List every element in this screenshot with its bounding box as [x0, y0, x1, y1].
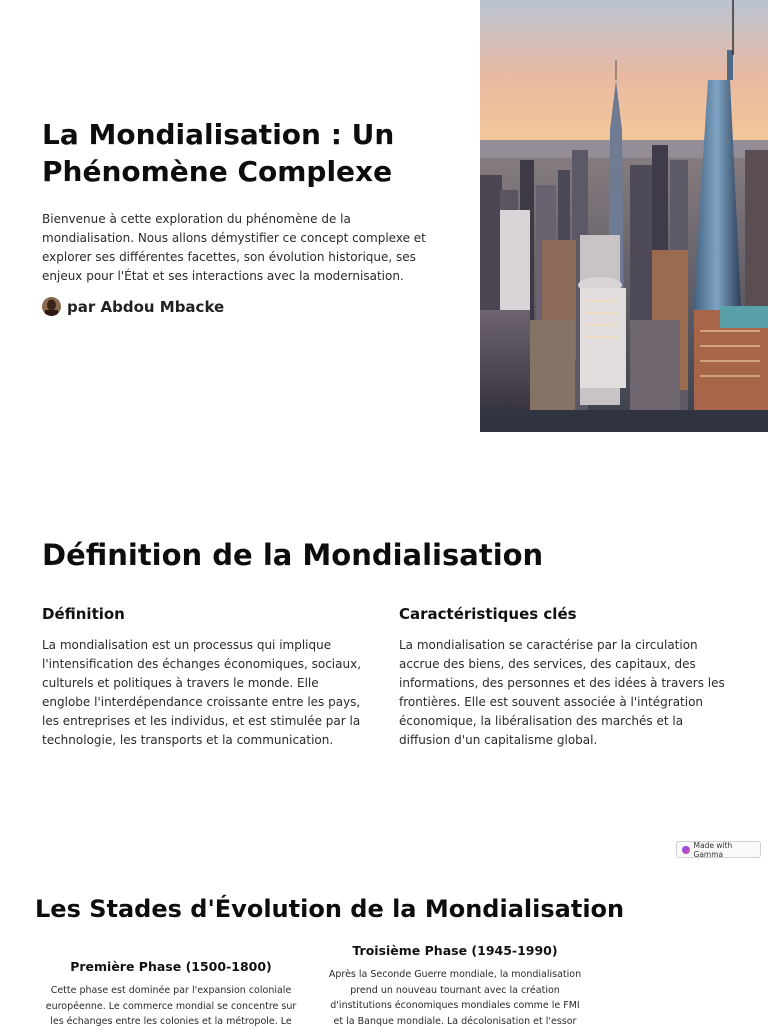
section-title: Définition de la Mondialisation: [42, 538, 544, 572]
definition-slide: [0, 432, 768, 840]
author-name: par Abdou Mbacke: [67, 297, 225, 316]
badge-label: Made with Gamma: [693, 840, 733, 859]
characteristics-heading: Caractéristiques clés: [399, 605, 577, 623]
section-title: Les Stades d'Évolution de la Mondialisation: [35, 895, 625, 923]
phase-text: Cette phase est dominée par l'expansion coloniale européenne. Le commerce mondial se concentre sur les échanges entre les colonies et la métropole. Le: [45, 985, 297, 1027]
definition-text: La mondialisation est un processus qui implique l'intensification des échanges économiques, sociaux, culturels et politiques à travers le monde. Elle englobe l'interdépendance croissante entre les pays, les entreprises et les individus, et est stimulée par la technologie, les transports et la communication.: [42, 638, 362, 747]
title-slide: [0, 0, 768, 432]
avatar: [42, 297, 61, 316]
intro-paragraph: Bienvenue à cette exploration du phénomène de la mondialisation. Nous allons démystifier ce concept complexe et explorer ses différentes facettes, son évolution historique, ses enjeux pour l'État et ses interactions avec la modernisation.: [42, 212, 426, 283]
characteristics-text: La mondialisation se caractérise par la circulation accrue des biens, des services, des capitaux, des informations, des personnes et des idées à travers les frontières. Elle est souvent associée à l'intégration économique, la libéralisation des marchés et la diffusion d'un capitalisme global.: [399, 638, 725, 747]
definition-heading: Définition: [42, 605, 125, 623]
page-title: La Mondialisation : Un Phénomène Complexe: [42, 118, 395, 188]
city-skyline-image: [480, 0, 768, 432]
stages-slide: [0, 860, 768, 1027]
phase-heading: Première Phase (1500-1800): [70, 959, 272, 974]
author-byline: [42, 297, 224, 316]
made-with-gamma-badge[interactable]: [676, 841, 761, 858]
gamma-logo-icon: [682, 846, 690, 854]
phase-text: Après la Seconde Guerre mondiale, la mondialisation prend un nouveau tournant avec la création d'institutions économiques mondiales comme le FMI et la Banque mondiale. La décolonisation et l'essor: [328, 969, 582, 1027]
phase-heading: Troisième Phase (1945-1990): [352, 943, 558, 958]
